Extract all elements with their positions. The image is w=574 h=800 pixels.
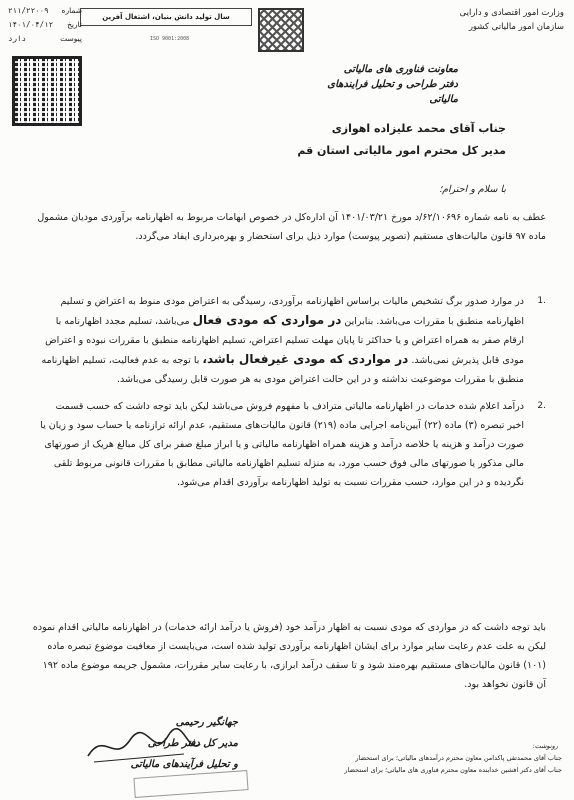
organization-line: سازمان امور مالیاتی کشور — [468, 22, 564, 32]
issuer-deputy: معاونت فناوری های مالیاتی — [343, 64, 458, 75]
item-emphasis-inactive: در مواردی که مودی غیرفعال باشد، — [202, 352, 409, 366]
cc-line: جناب آقای دکتر افشین خدابنده معاون محترم فناوری های مالیاتی؛ برای استحضار — [344, 766, 562, 774]
signatory-title: مدیر کل دفتر طراحی — [147, 738, 238, 749]
cc-line: جناب آقای محمدتقی پاکدامن معاون محترم درآمدهای مالیاتی؛ برای استحضار — [355, 754, 562, 762]
cc-block — [2, 740, 562, 776]
meta-attachment-label: پیوست — [60, 34, 82, 43]
items-list — [36, 292, 546, 492]
national-emblem-icon — [258, 8, 304, 52]
meta-date-row — [8, 18, 82, 32]
letter-meta — [8, 4, 82, 46]
qr-code-icon — [12, 56, 82, 126]
year-slogan-banner: سال تولید دانش بنیان، اشتغال آفرین — [80, 8, 252, 26]
item-text: درآمد اعلام شده خدمات در اظهارنامه مالیاتی مترادف با مفهوم فروش می‌باشد لیکن باید توجه داشت که حسب قسمت اخیر تبصره (۳) ماده (۲۲) آیین‌نامه اجرایی ماده (۲۱۹) قانون مالیات‌های مستقیم، عدم ارائه ترازنامه یا حساب سود و زیان یا صورت درآمد و هزینه یا خلاصه درآمد و هزینه همراه اظهارنامه مالیاتی و یا ابراز مبلغ صفر برای کل مبالغ هریک از صورتهای مالی مذکور یا صورتهای مالی فوق حسب مورد، به منزله تسلیم اظهارنامه مالیاتی مطابق با مقررات قانونی مربوط تلقی نگردیده و در این موارد، حسب مقررات نسبت به تولید اظهارنامه برآوردی اقدام می‌شود. — [40, 401, 524, 488]
item-text — [36, 292, 524, 389]
meta-number-value: ۲۱۱/۲۲۰۰۹ — [8, 6, 49, 15]
iso-mark: ISO 9001:2008 — [150, 36, 190, 42]
signatory-office: و تحلیل فرآیندهای مالیاتی — [130, 759, 238, 770]
item-text-part: می‌باشد، تسلیم مجدد اظهارنامه با ارقام صفر به همراه اعتراض و یا حداکثر تا پایان مهلت تسلیم اعتراض، تسلیم اظهارنامه منطبق با مقررات نبوده و اعتراض مودی قابل پذیرش نمی‌باشد. — [45, 316, 524, 366]
list-item — [36, 292, 546, 389]
signatory-name: جهانگیر رحیمی — [175, 717, 238, 728]
meta-number-row — [8, 4, 82, 18]
meta-attachment-row — [8, 32, 82, 46]
ministry-heading — [426, 6, 564, 34]
item-text-part: در موارد صدور برگ تشخیص مالیات براساس اظهارنامه برآوردی، رسیدگی به اعتراض مودی منوط به اعتراض و تسلیم اظهارنامه منطبق با مقررات می‌باشد. بنابراین — [60, 296, 524, 327]
meta-number-label: شماره — [61, 6, 82, 15]
greeting: با سلام و احترام؛ — [439, 184, 506, 195]
item-emphasis-active: در مواردی که مودی فعال — [192, 313, 342, 327]
recipient-title: مدیر کل محترم امور مالیاتی استان قم — [297, 144, 506, 157]
item-number: .1 — [537, 296, 546, 306]
list-item — [36, 397, 546, 492]
meta-date-label: تاریخ — [67, 20, 82, 29]
intro-paragraph: عطف به نامه شماره ۶۲/۱۰۶۹۶/د مورخ ۱۴۰۱/۰۳/۲۱ آن اداره‌کل در خصوص ابهامات مربوط به اظهارنامه برآوردی مودیان مشمول ماده ۹۷ قانون مالیات‌های مستقیم (تصویر پیوست) موارد ذیل برای استحضار و بهره‌برداری ایفاد می‌گردد. — [37, 212, 546, 242]
meta-date-value: ۱۴۰۱/۰۴/۱۲ — [8, 20, 54, 29]
ministry-line: وزارت امور اقتصادی و دارایی — [459, 8, 564, 18]
issuer-office: دفتر طراحی و تحلیل فرایندهای مالیاتی — [327, 79, 458, 105]
note-paragraph: باید توجه داشت که در مواردی که مودی نسبت به اظهار درآمد خود (فروش یا درآمد ارائه خدمات) در اظهارنامه مالیاتی اقدام نموده لیکن به علت عدم رعایت سایر موارد برای ایشان اظهارنامه برآوردی تولید شده است، می‌بایست از معافیت موضوع تبصره ماده (۱۰۱) قانون مالیات‌های مستقیم بهره‌مند شود و تا سقف درآمد ابرازی، با رعایت سایر مقررات، مشمول جریمه موضوع ماده ۱۹۲ آن قانون نخواهد بود. — [32, 622, 546, 690]
issuer-block — [308, 62, 458, 107]
item-number: .2 — [537, 401, 546, 411]
recipient-name: جناب آقای محمد علیزاده اهوازی — [331, 122, 506, 135]
item-text-part: با توجه به عدم فعالیت، تسلیم اظهارنامه منطبق با مقررات موضوعیت نداشته و در این حالت اعتراض مودی به هر صورت قابل رسیدگی می‌باشد. — [41, 355, 524, 385]
cc-heading: رونوشت: — [532, 742, 558, 750]
meta-attachment-value: دارد — [8, 34, 27, 43]
recipient-block — [86, 118, 506, 162]
